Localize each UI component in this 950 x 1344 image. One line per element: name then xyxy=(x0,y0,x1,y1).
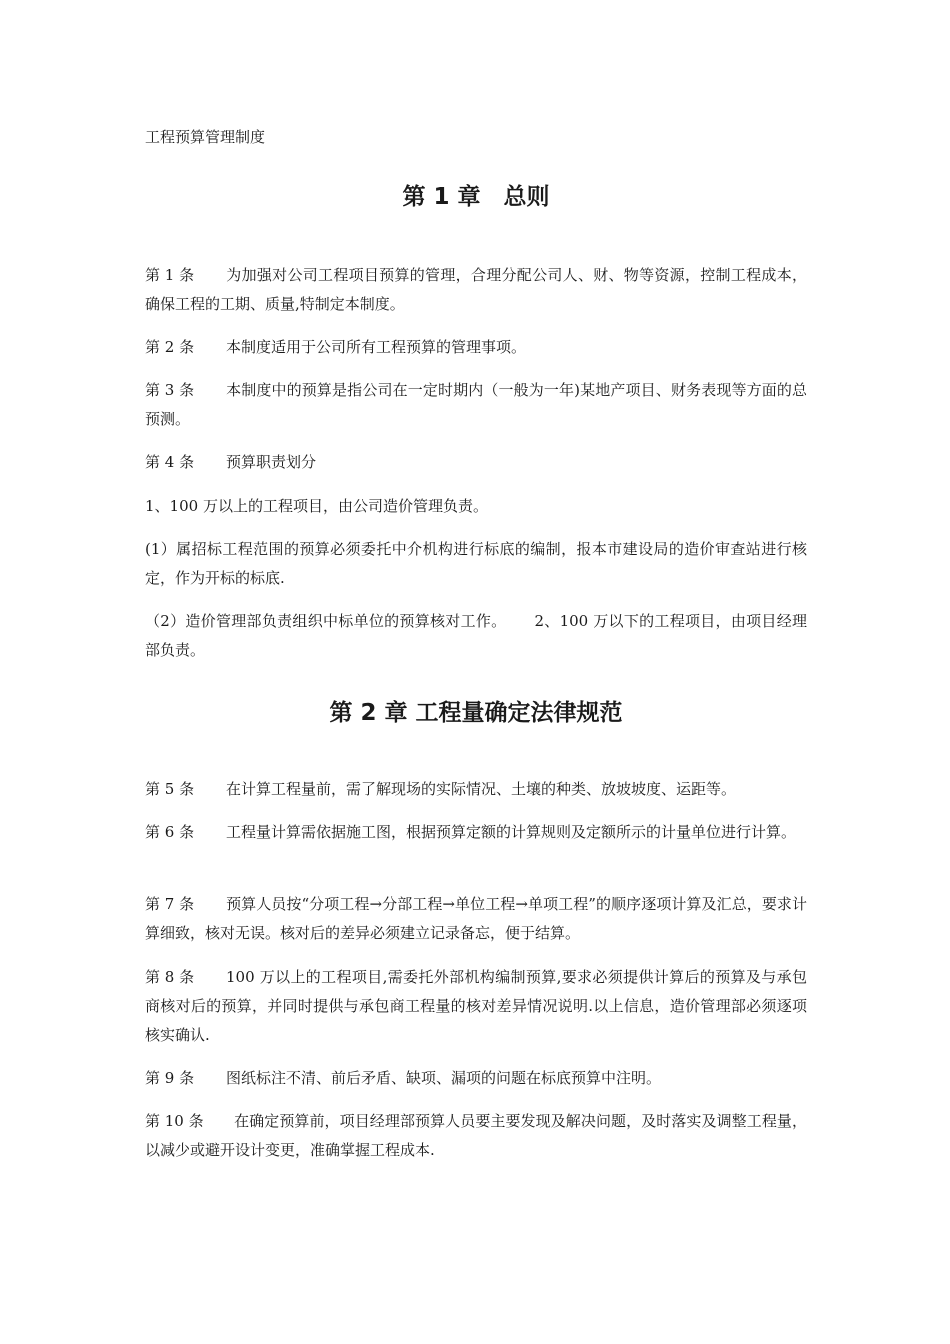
article-9 xyxy=(145,1064,807,1093)
article-label: 第 10 条 xyxy=(145,1112,204,1130)
article-text: 本制度中的预算是指公司在一定时期内（一般为一年)某地产项目、财务表现等方面的总预测。 xyxy=(145,381,807,428)
list-subitem-1: (1）属招标工程范围的预算必须委托中介机构进行标底的编制，报本市建设局的造价审查站进行核定，作为开标的标底. xyxy=(145,540,807,587)
chapter-2-heading: 第 2 章 工程量确定法律规范 xyxy=(329,700,623,726)
article-1 xyxy=(145,261,807,319)
article-2 xyxy=(145,333,807,362)
article-text: 在确定预算前，项目经理部预算人员要主要发现及解决问题，及时落实及调整工程量，以减少或避开设计变更，准确掌握工程成本. xyxy=(145,1112,807,1159)
article-label: 第 6 条 xyxy=(145,823,195,841)
article-text: 本制度适用于公司所有工程预算的管理事项。 xyxy=(226,338,527,356)
article-5 xyxy=(145,775,807,804)
article-7 xyxy=(145,890,807,948)
article-label: 第 2 条 xyxy=(145,338,195,356)
list-subitem-2: （2）造价管理部负责组织中标单位的预算核对工作。 xyxy=(145,612,507,630)
article-8 xyxy=(145,963,807,1050)
document-title: 工程预算管理制度 xyxy=(145,128,266,146)
article-label: 第 5 条 xyxy=(145,780,195,798)
article-text: 预算职责划分 xyxy=(226,453,317,471)
article-label: 第 3 条 xyxy=(145,381,195,399)
article-text: 在计算工程量前，需了解现场的实际情况、土壤的种类、放坡坡度、运距等。 xyxy=(226,780,737,798)
article-label: 第 4 条 xyxy=(145,453,195,471)
article-4 xyxy=(145,448,807,477)
article-text: 预算人员按“分项工程→分部工程→单位工程→单项工程”的顺序逐项计算及汇总，要求计算细致，核对无误。核对后的差异必须建立记录备忘，便于结算。 xyxy=(145,895,807,942)
article-6 xyxy=(145,818,807,847)
list-item-2: 2、100 万以下的工程项目，由项目经理部负责。 xyxy=(145,612,807,659)
article-text: 图纸标注不清、前后矛盾、缺项、漏项的问题在标底预算中注明。 xyxy=(226,1069,662,1087)
list-item-1: 1、100 万以上的工程项目，由公司造价管理负责。 xyxy=(145,497,488,515)
article-text: 工程量计算需依据施工图，根据预算定额的计算规则及定额所示的计量单位进行计算。 xyxy=(226,823,797,841)
article-label: 第 8 条 xyxy=(145,968,195,986)
article-label: 第 7 条 xyxy=(145,895,195,913)
article-label: 第 9 条 xyxy=(145,1069,195,1087)
chapter-1-heading: 第 1 章 总则 xyxy=(402,184,550,210)
article-label: 第 1 条 xyxy=(145,266,195,284)
article-10 xyxy=(145,1107,807,1165)
article-text: 100 万以上的工程项目,需委托外部机构编制预算,要求必须提供计算后的预算及与承包商核对后的预算，并同时提供与承包商工程量的核对差异情况说明.以上信息，造价管理部必须逐项核实确认. xyxy=(145,968,807,1044)
list-subitem-2-and-item-2 xyxy=(145,607,807,665)
article-text: 为加强对公司工程项目预算的管理，合理分配公司人、财、物等资源，控制工程成本，确保工程的工期、质量,特制定本制度。 xyxy=(145,266,807,313)
article-3 xyxy=(145,376,807,434)
